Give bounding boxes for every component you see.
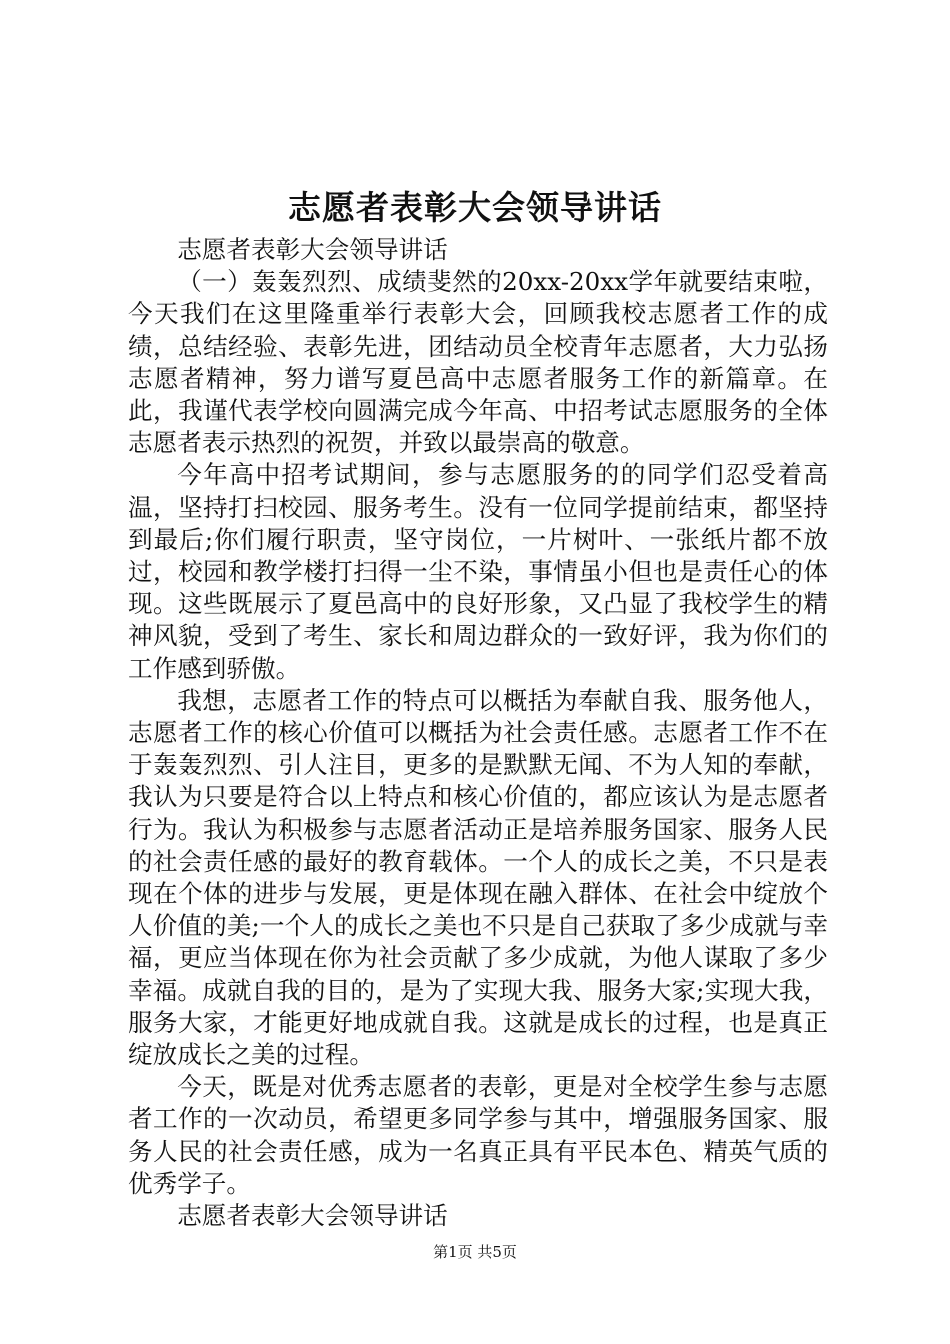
document-body — [128, 234, 828, 1232]
document-title: 志愿者表彰大会领导讲话 — [288, 188, 662, 227]
body-paragraph-1: （一）轰轰烈烈、成绩斐然的20xx-20xx学年就要结束啦，今天我们在这里隆重举行表彰大会，回顾我校志愿者工作的成绩，总结经验、表彰先进，团结动员全校青年志愿者，大力弘扬志愿者精神，努力谱写夏邑高中志愿者服务工作的新篇章。在此，我谨代表学校向圆满完成今年高、中招考试志愿服务的全体志愿者表示热烈的祝贺，并致以最崇高的敬意。 — [128, 267, 828, 458]
closing-heading-paragraph: 志愿者表彰大会领导讲话 — [177, 1201, 448, 1231]
body-paragraph-3: 我想，志愿者工作的特点可以概括为奉献自我、服务他人，志愿者工作的核心价值可以概括为社会责任感。志愿者工作不在于轰轰烈烈、引人注目，更多的是默默无闻、不为人知的奉献，我认为只要是符合以上特点和核心价值的，都应该认为是志愿者行为。我认为积极参与志愿者活动正是培养服务国家、服务人民的社会责任感的最好的教育载体。一个人的成长之美，不只是表现在个体的进步与发展，更是体现在融入群体、在社会中绽放个人价值的美;一个人的成长之美也不只是自己获取了多少成就与幸福，更应当体现在你为社会贡献了多少成就，为他人谋取了多少幸福。成就自我的目的，是为了实现大我、服务大家;实现大我，服务大家，才能更好地成就自我。这就是成长的过程，也是真正绽放成长之美的过程。 — [128, 685, 828, 1070]
subtitle-paragraph: 志愿者表彰大会领导讲话 — [177, 235, 448, 264]
body-paragraph-4: 今天，既是对优秀志愿者的表彰，更是对全校学生参与志愿者工作的一次动员，希望更多同学参与其中，增强服务国家、服务人民的社会责任感，成为一名真正具有平民本色、精英气质的优秀学子。 — [128, 1072, 828, 1198]
body-paragraph-2: 今年高中招考试期间，参与志愿服务的的同学们忍受着高温，坚持打扫校园、服务考生。没有一位同学提前结束，都坚持到最后;你们履行职责，坚守岗位，一片树叶、一张纸片都不放过，校园和教学楼打扫得一尘不染，事情虽小但也是责任心的体现。这些既展示了夏邑高中的良好形象，又凸显了我校学生的精神风貌，受到了考生、家长和周边群众的一致好评，我为你们的工作感到骄傲。 — [128, 460, 828, 683]
page-footer: 第1页 共5页 — [433, 1243, 517, 1261]
